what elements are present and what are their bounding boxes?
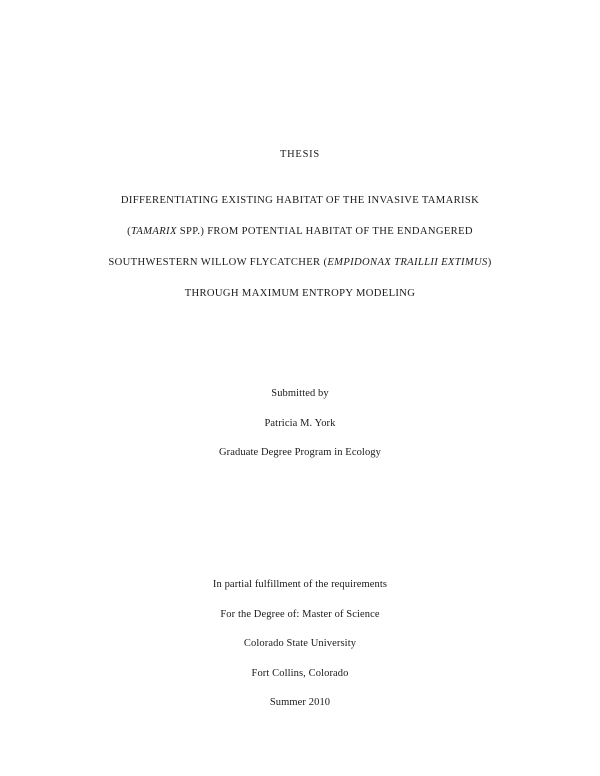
thesis-title-block bbox=[0, 185, 600, 309]
submitted-by-label: Submitted by bbox=[271, 388, 329, 399]
degree-line: For the Degree of: Master of Science bbox=[220, 608, 380, 620]
thesis-label: THESIS bbox=[279, 149, 320, 160]
term-year: Summer 2010 bbox=[269, 697, 331, 708]
university-location: Fort Collins, Colorado bbox=[251, 667, 349, 679]
title-line-3-italic: EMPIDONAX TRAILLII EXTIMUS bbox=[327, 257, 488, 268]
title-line-2-prefix: ( bbox=[127, 226, 131, 237]
title-line-4: THROUGH MAXIMUM ENTROPY MODELING bbox=[184, 288, 416, 299]
title-line-3-suffix: ) bbox=[487, 257, 492, 268]
title-line-1: DIFFERENTIATING EXISTING HABITAT OF THE INVASIVE TAMARISK bbox=[120, 195, 480, 206]
degree-program: Graduate Degree Program in Ecology bbox=[218, 447, 381, 458]
title-line-3 bbox=[0, 247, 600, 278]
title-line-2-suffix: SPP.) FROM POTENTIAL HABITAT OF THE ENDANGERED bbox=[176, 226, 473, 237]
title-line-3-prefix: SOUTHWESTERN WILLOW FLYCATCHER ( bbox=[108, 257, 328, 268]
thesis-label-block bbox=[0, 140, 600, 170]
university-name: Colorado State University bbox=[243, 638, 357, 649]
author-name: Patricia M. York bbox=[264, 417, 336, 429]
title-line-2-italic: TAMARIX bbox=[130, 226, 177, 237]
degree-info-block bbox=[0, 570, 600, 718]
author-block bbox=[0, 379, 600, 468]
fulfillment-statement: In partial fulfillment of the requirements bbox=[212, 579, 388, 590]
title-line-2 bbox=[0, 216, 600, 247]
